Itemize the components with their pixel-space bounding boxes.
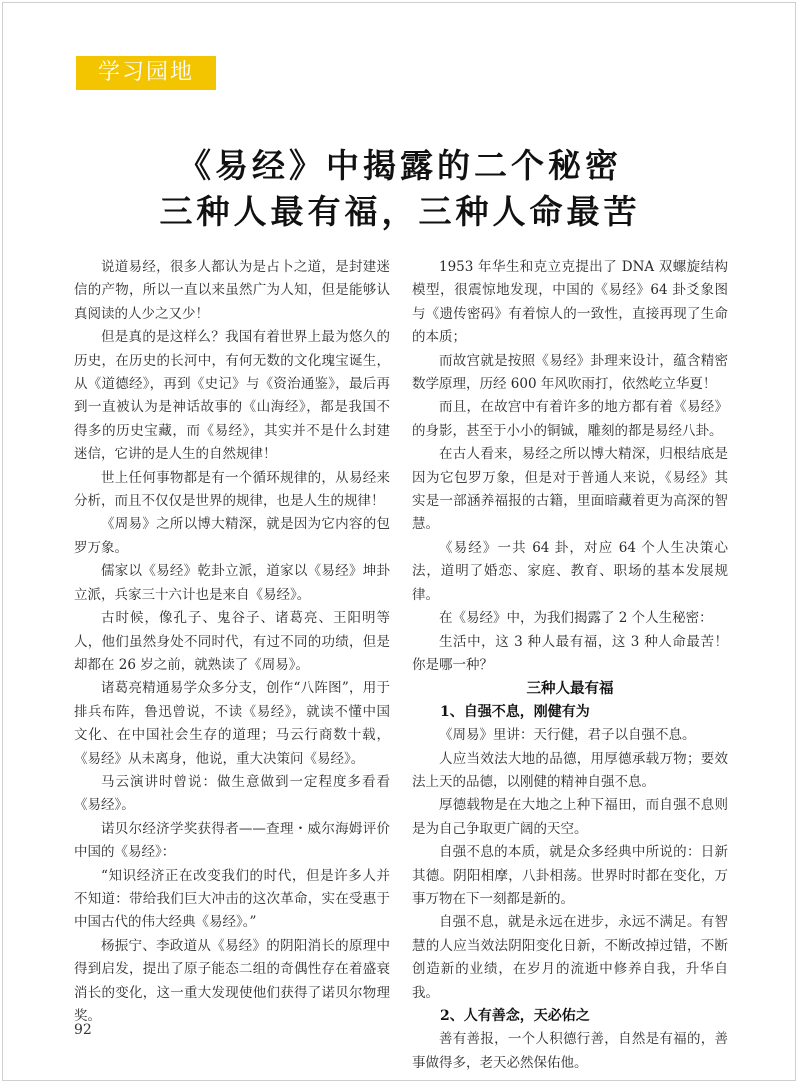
paragraph: 而故宫就是按照《易经》卦理来设计，蕴含精密数学原理，历经 600 年风吹雨打，依然屹立华夏！ (412, 352, 728, 393)
paragraph: 《周易》之所以博大精深，就是因为它内容的包罗万象。 (74, 516, 390, 556)
paragraph: 《周易》里讲：天行健，君子以自强不息。 (439, 727, 696, 744)
paragraph: 杨振宁、李政道从《易经》的阴阳消长的原理中得到启发，提出了原子能态二组的奇偶性存在着盛衰消长的变化，这一重大发现使他们获得了诺贝尔物理奖。 (74, 937, 390, 1024)
article-title-line-1: 《易经》中揭露的二个秘密 (178, 146, 622, 185)
paragraph: 世上任何事物都是有一个循环规律的，从易经来分析，而且不仅仅是世界的规律，也是人生的规律！ (74, 469, 390, 510)
paragraph: 《易经》一共 64 卦，对应 64 个人生决策心法，道明了婚恋、家庭、教育、职场的基本发展规律。 (412, 539, 728, 603)
paragraph: 而且，在故宫中有着许多的地方都有着《易经》的身影，甚至于小小的铜铖，雕刻的都是易经八卦。 (412, 399, 728, 439)
paragraph: 生活中，这 3 种人最有福，这 3 种人命最苦！你是哪一种？ (412, 633, 728, 673)
right-column (412, 256, 728, 1075)
paragraph: 1953 年华生和克立克提出了 DNA 双螺旋结构模型，很震惊地发现，中国的《易经》64 卦爻象图与《遗传密码》有着惊人的一致性，直接再现了生命的本质； (412, 259, 728, 346)
paragraph: 善有善报，一个人积德行善，自然是有福的，善事做得多，老天必然保佑他。 (412, 1031, 728, 1071)
page-number: 92 (74, 1022, 92, 1038)
left-column (74, 256, 390, 1028)
paragraph: 马云演讲时曾说：做生意做到一定程度多看看《易经》。 (74, 773, 390, 814)
paragraph: 说道易经，很多人都认为是占卜之道，是封建迷信的产物，所以一直以来虽然广为人知，但是能够认真阅读的人少之又少！ (74, 259, 390, 322)
quote-paragraph: “知识经济正在改变我们的时代，但是许多人并不知道：带给我们巨大冲击的这次革命，实在受惠于中国古代的伟大经典《易经》。” (74, 867, 390, 931)
paragraph: 人应当效法大地的品德，用厚德承载万物；要效法上天的品德，以刚健的精神自强不息。 (412, 750, 728, 790)
paragraph: 自强不息的本质，就是众多经典中所说的：日新其德。阴阳相摩，八卦相荡。世界时时都在变化，万事万物在下一刻都是新的。 (412, 844, 728, 907)
article-title-line-2: 三种人最有福，三种人命最苦 (159, 192, 641, 231)
section-heading: 三种人最有福 (526, 680, 614, 698)
paragraph: 但是真的是这样么？我国有着世界上最为悠久的历史，在历史的长河中，有何无数的文化瑰宝诞生，从《道德经》，再到《史记》与《资治通鉴》，最后再到一直被认为是神话故事的《山海经》，都是我国不得多的历史宝藏，而《易经》，其实并不是什么封建迷信，它讲的是人生的自然规律！ (74, 329, 390, 463)
subheading-2: 2、人有善念，天必佑之 (440, 1008, 590, 1024)
paragraph: 诺贝尔经济学奖获得者——查理・威尔海姆评价中国的《易经》： (74, 820, 390, 861)
subheading-1: 1、自强不息，刚健有为 (440, 703, 590, 720)
paragraph: 厚德载物是在大地之上种下福田，而自强不息则是为自己争取更广阔的天空。 (412, 797, 728, 837)
paragraph: 古时候，像孔子、鬼谷子、诸葛亮、王阳明等人，他们虽然身处不同时代，有过不同的功绩，但是却都在 26 岁之前，就熟读了《周易》。 (74, 610, 390, 673)
paragraph: 在古人看来，易经之所以博大精深，归根结底是因为它包罗万象，但是对于普通人来说，《易经》其实是一部涵养福报的古籍，里面暗藏着更为高深的智慧。 (412, 446, 728, 533)
paragraph: 儒家以《易经》乾卦立派，道家以《易经》坤卦立派，兵家三十六计也是来自《易经》。 (74, 563, 390, 603)
paragraph: 在《易经》中，为我们揭露了 2 个人生秘密： (439, 610, 713, 627)
section-tag: 学习园地 (76, 56, 216, 90)
paragraph: 自强不息，就是永远在进步，永远不满足。有智慧的人应当效法阴阳变化日新，不断改掉过错，不断创造新的业绩，在岁月的流逝中修养自我，升华自我。 (412, 914, 728, 1001)
paragraph: 诸葛亮精通易学众多分支，创作“八阵图”，用于排兵布阵，鲁迅曾说，不读《易经》，就读不懂中国文化、在中国社会生存的道理；马云行商数十载，《易经》从未离身，他说，重大决策问《易经》。 (74, 680, 390, 767)
